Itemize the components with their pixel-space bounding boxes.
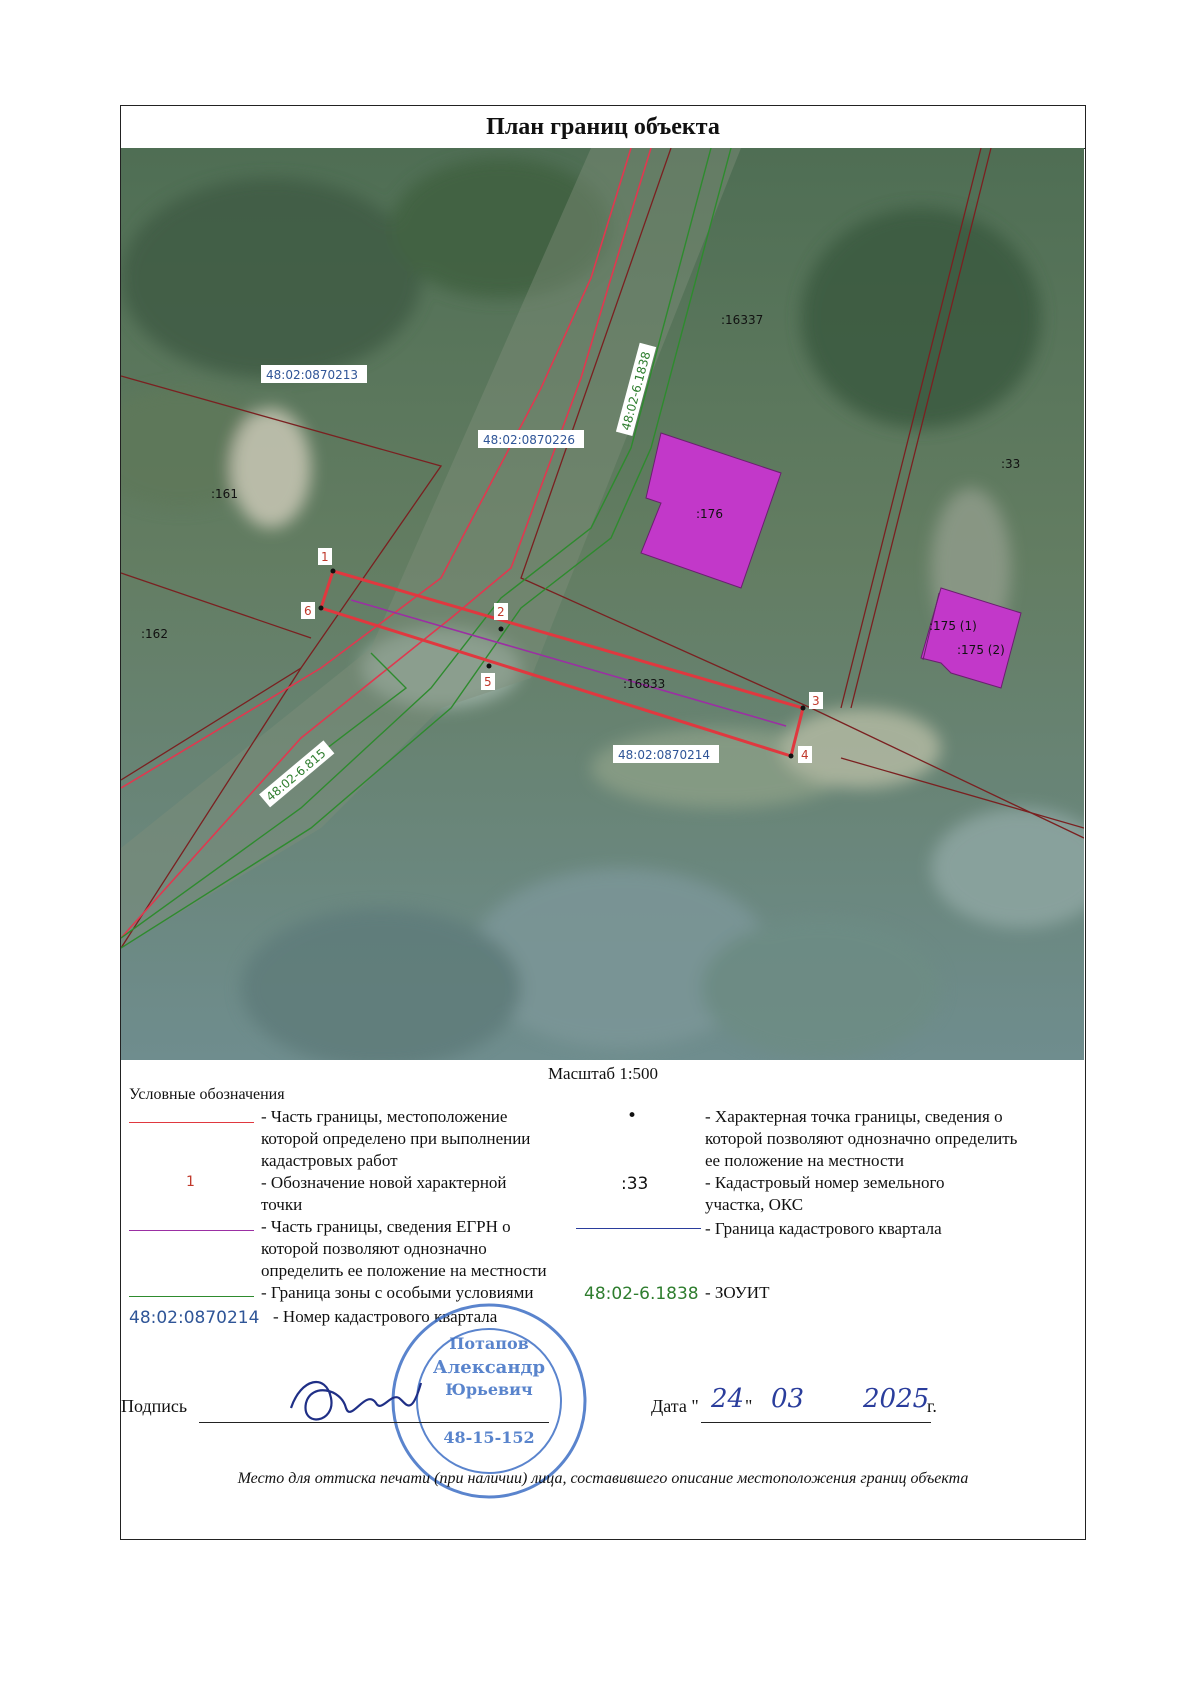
date-year: 2025 (863, 1384, 930, 1414)
legend-egrn-border-sample (129, 1230, 254, 1231)
legend-parcel-sample: :33 (621, 1174, 649, 1194)
quarter-label-0870226: 48:02:0870226 (483, 433, 576, 447)
handwritten-signature (281, 1368, 431, 1438)
stamp-place-note: Место для оттиска печати (при наличии) лица, составившего описание местоположения границ объекта (237, 1470, 969, 1487)
legend-parcel-number-text: - Кадастровый номер земельного участка, ОКС (705, 1173, 945, 1214)
parcel-label-162: :162 (141, 627, 168, 641)
page-title: План границ объекта (121, 106, 1085, 149)
point-1 (331, 569, 336, 574)
point-5 (487, 664, 492, 669)
legend-zone-text: - ЗОУИТ (705, 1283, 770, 1302)
point-2 (499, 627, 504, 632)
point-label-4: 4 (801, 748, 809, 762)
legend-heading: Условные обозначения (129, 1086, 285, 1103)
point-label-1: 1 (321, 550, 329, 564)
svg-text:48-15-152: 48-15-152 (443, 1428, 535, 1447)
point-label-2: 2 (497, 605, 505, 619)
quarter-label-0870213: 48:02:0870213 (266, 368, 359, 382)
svg-text:Александр: Александр (432, 1357, 546, 1378)
parcel-label-33: :33 (1001, 457, 1021, 471)
legend-new-border-text: - Часть границы, местоположение которой определено при выполнении кадастровых работ (261, 1107, 531, 1170)
legend-point-number-sample: 1 (186, 1174, 195, 1190)
map-scale: Масштаб 1:500 (547, 1064, 659, 1083)
legend-point-dot-sample: • (627, 1106, 638, 1126)
point-label-3: 3 (812, 694, 820, 708)
document-sheet (120, 105, 1086, 1540)
parcel-label-161: :161 (211, 487, 238, 501)
parcel-label-176: :176 (696, 507, 723, 521)
date-underline (701, 1422, 931, 1423)
svg-text:Потапов: Потапов (449, 1334, 529, 1353)
legend-zone-sample: 48:02-6.1838 (584, 1284, 699, 1304)
point-label-5: 5 (484, 675, 492, 689)
zone-label-1838: 48:02-6.1838 (618, 350, 654, 432)
parcel-label-175-2: :175 (2) (957, 643, 1005, 657)
map-canvas (121, 148, 1084, 1060)
date-label: Дата " (651, 1396, 699, 1416)
date-day: 24 (711, 1384, 745, 1414)
legend-quarter-border-sample (576, 1228, 701, 1229)
legend-zone-border-text: - Граница зоны с особыми условиями (261, 1283, 534, 1302)
point-4 (789, 754, 794, 759)
svg-text:Юрьевич: Юрьевич (445, 1380, 533, 1399)
point-6 (319, 606, 324, 611)
legend-quarter-number-text: - Номер кадастрового квартала (273, 1307, 498, 1326)
legend-egrn-border-text: - Часть границы, сведения ЕГРН о которой позволяют однозначно определить ее положение на местности (261, 1217, 547, 1280)
cadastral-map (121, 148, 1084, 1060)
quarter-label-0870214: 48:02:0870214 (618, 748, 711, 762)
date-quote: " (745, 1396, 753, 1416)
signature-label: Подпись (121, 1396, 188, 1416)
zone-label-815: 48:02-6.815 (263, 746, 329, 805)
date-year-suffix: г. (927, 1396, 937, 1416)
point-label-6: 6 (304, 604, 312, 618)
parcel-label-16337: :16337 (721, 313, 764, 327)
parcel-label-16833: :16833 (623, 677, 666, 691)
legend-zone-border-sample (129, 1296, 254, 1297)
point-3 (801, 706, 806, 711)
legend-quarter-border-text: - Граница кадастрового квартала (705, 1219, 942, 1238)
parcel-label-175-1: :175 (1) (929, 619, 977, 633)
legend-new-border-sample (129, 1122, 254, 1123)
legend-new-point-text: - Обозначение новой характерной точки (261, 1173, 507, 1214)
date-month: 03 (771, 1384, 805, 1414)
legend-quarter-sample: 48:02:0870214 (129, 1308, 260, 1328)
legend-existing-point-text: - Характерная точка границы, сведения о которой позволяют однозначно определить ее положение на местности (705, 1107, 1018, 1170)
